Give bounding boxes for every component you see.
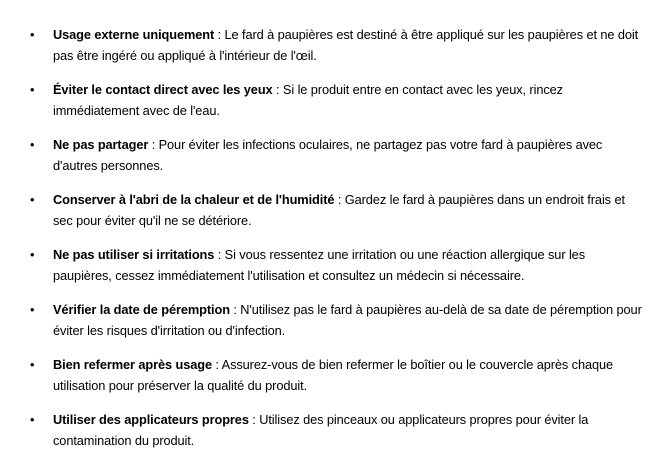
bullet-icon: •	[30, 137, 35, 152]
list-item	[30, 25, 642, 66]
list-item	[30, 300, 642, 341]
bullet-icon: •	[30, 357, 35, 372]
list-item	[30, 80, 642, 121]
item-term: Conserver à l'abri de la chaleur et de l'humidité	[53, 192, 335, 207]
item-term: Usage externe uniquement	[53, 27, 215, 42]
item-text: : Le fard à paupières est destiné à être appliqué sur les paupières et ne doit pas être ingéré ou appliqué à l'intérieur de l'œil.	[53, 27, 639, 63]
bullet-icon: •	[30, 412, 35, 427]
item-text: : Pour éviter les infections oculaires, ne partagez pas votre fard à paupières avec d'autres personnes.	[53, 137, 603, 173]
bullet-icon: •	[30, 82, 35, 97]
item-text: : Si le produit entre en contact avec les yeux, rincez immédiatement avec de l'eau.	[53, 82, 563, 118]
item-term: Ne pas partager	[53, 137, 149, 152]
item-term: Vérifier la date de péremption	[53, 302, 230, 317]
item-text: : Assurez-vous de bien refermer le boîtier ou le couvercle après chaque utilisation pour préserver la qualité du produit.	[53, 357, 614, 393]
item-term: Éviter le contact direct avec les yeux	[53, 82, 273, 97]
list-item	[30, 135, 642, 176]
item-term: Utiliser des applicateurs propres	[53, 412, 249, 427]
item-term: Ne pas utiliser si irritations	[53, 247, 215, 262]
item-text: : Utilisez des pinceaux ou applicateurs propres pour éviter la contamination du produit.	[53, 412, 589, 448]
list-item	[30, 355, 642, 396]
item-text: : N'utilisez pas le fard à paupières au-delà de sa date de péremption pour éviter les risques d'irritation ou d'infection.	[53, 302, 642, 338]
item-text: : Si vous ressentez une irritation ou une réaction allergique sur les paupières, cessez immédiatement l'utilisation et consultez un médecin si nécessaire.	[53, 247, 585, 283]
item-text: : Gardez le fard à paupières dans un endroit frais et sec pour éviter qu'il ne se détériore.	[53, 192, 625, 228]
bullet-icon: •	[30, 27, 35, 42]
list-item	[30, 190, 642, 231]
list-item	[30, 410, 642, 451]
bullet-icon: •	[30, 302, 35, 317]
bullet-icon: •	[30, 192, 35, 207]
list-item	[30, 245, 642, 286]
item-term: Bien refermer après usage	[53, 357, 212, 372]
bullet-icon: •	[30, 247, 35, 262]
bullet-list	[30, 25, 642, 451]
